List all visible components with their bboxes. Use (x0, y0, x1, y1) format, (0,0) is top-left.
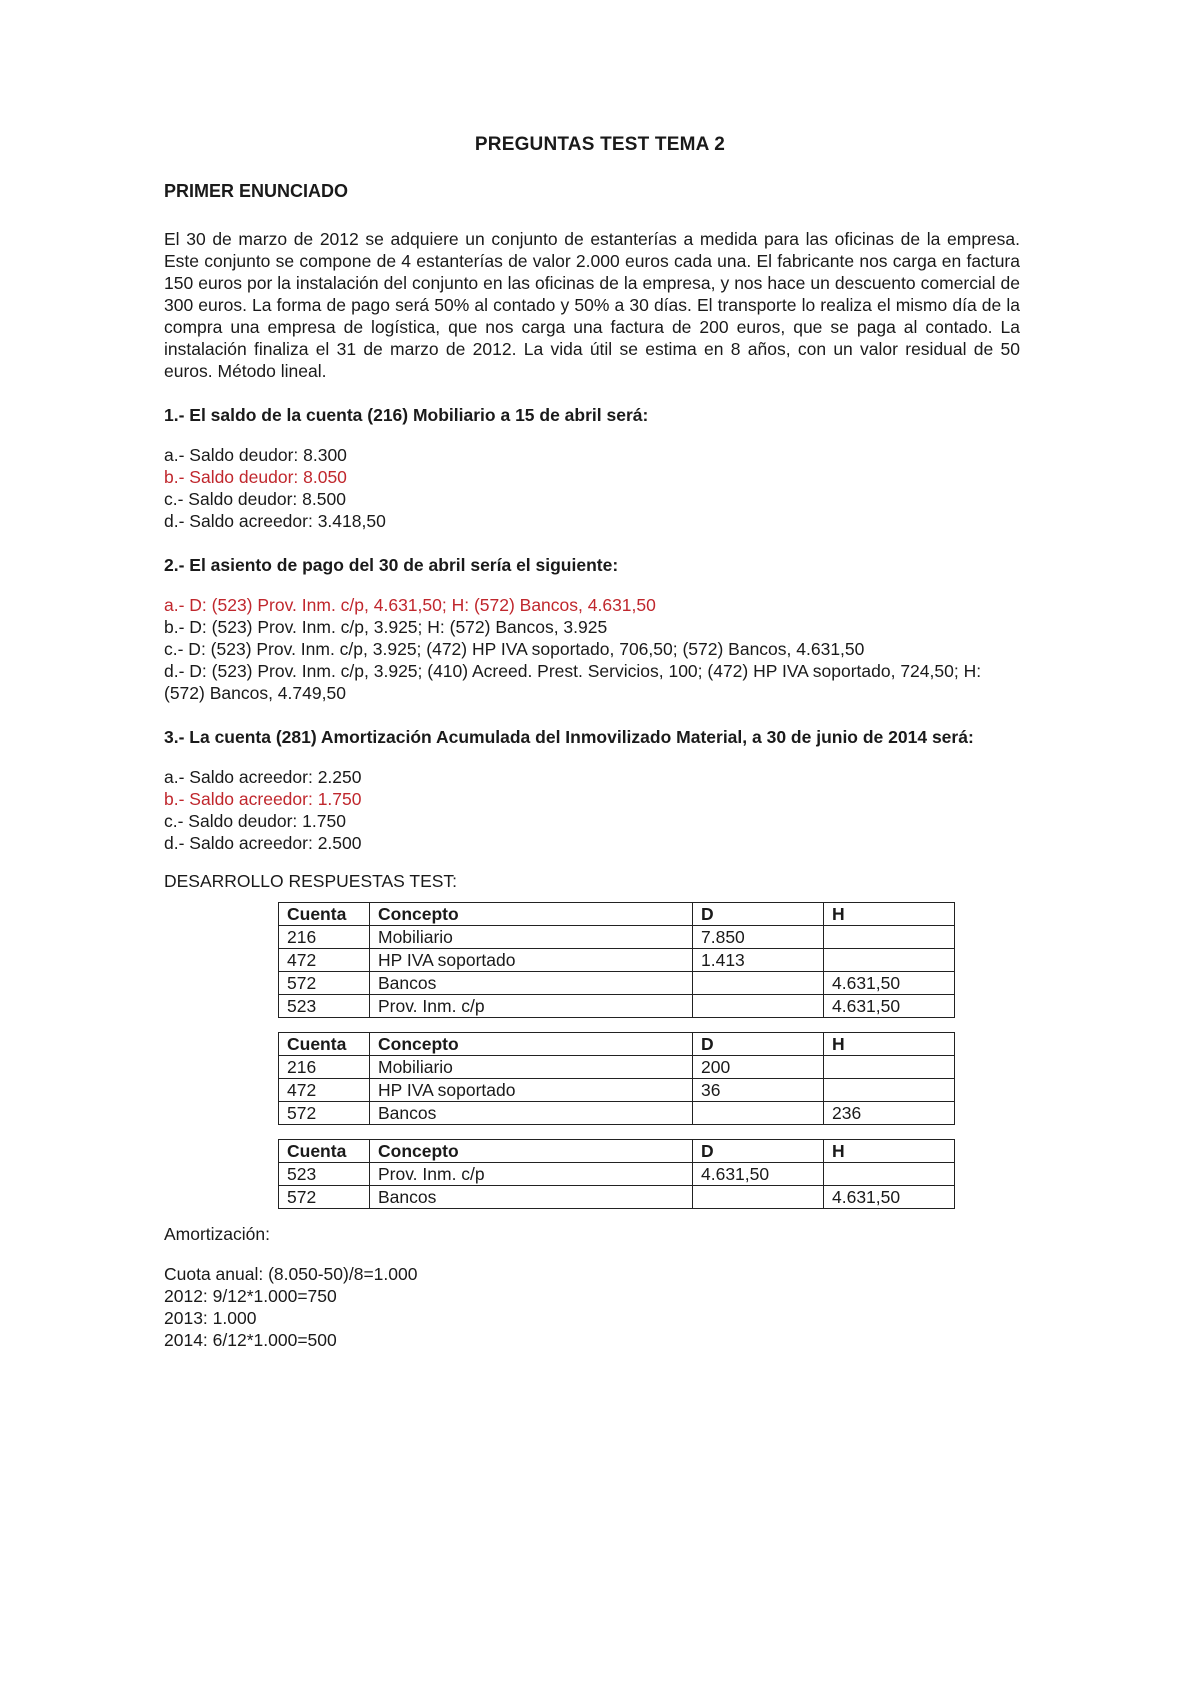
cell-debe: 200 (693, 1056, 824, 1079)
cell-haber: 4.631,50 (824, 1186, 955, 1209)
calc-line: Cuota anual: (8.050-50)/8=1.000 (164, 1264, 418, 1284)
cell-haber (824, 1056, 955, 1079)
question-3-options (164, 766, 1020, 854)
option-q3-c: c.- Saldo deudor: 1.750 (164, 811, 346, 831)
cell-concepto: HP IVA soportado (370, 949, 693, 972)
option-q3-a: a.- Saldo acreedor: 2.250 (164, 767, 362, 787)
cell-debe: 7.850 (693, 926, 824, 949)
cell-haber (824, 1079, 955, 1102)
option-q3-b-correct: b.- Saldo acreedor: 1.750 (164, 789, 362, 809)
cell-debe: 36 (693, 1079, 824, 1102)
header-concepto: Concepto (370, 1140, 693, 1163)
calc-line: 2014: 6/12*1.000=500 (164, 1330, 337, 1350)
header-haber: H (824, 1140, 955, 1163)
header-concepto: Concepto (370, 903, 693, 926)
cell-cuenta: 472 (279, 949, 370, 972)
cell-haber: 4.631,50 (824, 995, 955, 1018)
table-row (279, 972, 955, 995)
header-debe: D (693, 903, 824, 926)
table-row (279, 1056, 955, 1079)
cell-concepto: Prov. Inm. c/p (370, 995, 693, 1018)
cell-haber (824, 926, 955, 949)
cell-concepto: Prov. Inm. c/p (370, 1163, 693, 1186)
amortization-label: Amortización: (164, 1224, 271, 1244)
option-q2-b: b.- D: (523) Prov. Inm. c/p, 3.925; H: (572) Bancos, 3.925 (164, 617, 608, 637)
calc-line: 2013: 1.000 (164, 1308, 257, 1328)
question-2: 2.- El asiento de pago del 30 de abril sería el siguiente: (164, 555, 619, 575)
table-row (279, 1079, 955, 1102)
cell-haber: 4.631,50 (824, 972, 955, 995)
cell-cuenta: 523 (279, 995, 370, 1018)
cell-concepto: Bancos (370, 1186, 693, 1209)
option-q1-c: c.- Saldo deudor: 8.500 (164, 489, 346, 509)
statement-paragraph: El 30 de marzo de 2012 se adquiere un conjunto de estanterías a medida para las oficinas de la empresa. Este conjunto se compone de 4 estanterías de valor 2.000 euros cada una. El fabricante nos carga en factura 150 euros por la instalación del conjunto en las oficinas de la empresa, y nos hace un descuento comercial de 300 euros. La forma de pago será 50% al contado y 50% a 30 días. El transporte lo realiza el mismo día de la compra una empresa de logística, que nos carga una factura de 200 euros, que se paga al contado. La instalación finaliza el 31 de marzo de 2012. La vida útil se estima en 8 años, con un valor residual de 50 euros. Método lineal. (164, 229, 1020, 381)
cell-debe: 4.631,50 (693, 1163, 824, 1186)
development-title: DESARROLLO RESPUESTAS TEST: (164, 871, 458, 891)
header-concepto: Concepto (370, 1033, 693, 1056)
cell-cuenta: 472 (279, 1079, 370, 1102)
table-row (279, 995, 955, 1018)
cell-debe (693, 1186, 824, 1209)
header-cuenta: Cuenta (279, 903, 370, 926)
journal-entry-table-2 (278, 1032, 955, 1125)
question-2-options (164, 594, 1020, 704)
cell-cuenta: 523 (279, 1163, 370, 1186)
table-row (279, 1163, 955, 1186)
table-row (279, 949, 955, 972)
journal-entry-table-3 (278, 1139, 955, 1209)
amortization-calculations (164, 1263, 1020, 1351)
option-q2-c: c.- D: (523) Prov. Inm. c/p, 3.925; (472) HP IVA soportado, 706,50; (572) Bancos, 4.631,50 (164, 639, 865, 659)
cell-cuenta: 216 (279, 926, 370, 949)
option-q3-d: d.- Saldo acreedor: 2.500 (164, 833, 362, 853)
table-row (279, 1186, 955, 1209)
cell-debe: 1.413 (693, 949, 824, 972)
cell-haber: 236 (824, 1102, 955, 1125)
option-q2-d: d.- D: (523) Prov. Inm. c/p, 3.925; (410) Acreed. Prest. Servicios, 100; (472) HP IVA soportado, 724,50; H: (572) Bancos, 4.749,50 (164, 661, 982, 703)
question-1: 1.- El saldo de la cuenta (216) Mobiliario a 15 de abril será: (164, 405, 649, 425)
cell-concepto: Mobiliario (370, 926, 693, 949)
cell-concepto: HP IVA soportado (370, 1079, 693, 1102)
document-body (164, 180, 1020, 1351)
header-debe: D (693, 1033, 824, 1056)
option-q1-a: a.- Saldo deudor: 8.300 (164, 445, 347, 465)
cell-debe (693, 1102, 824, 1125)
cell-cuenta: 216 (279, 1056, 370, 1079)
cell-cuenta: 572 (279, 972, 370, 995)
header-haber: H (824, 1033, 955, 1056)
cell-concepto: Mobiliario (370, 1056, 693, 1079)
question-1-options (164, 444, 1020, 532)
option-q1-d: d.- Saldo acreedor: 3.418,50 (164, 511, 386, 531)
cell-debe (693, 995, 824, 1018)
cell-debe (693, 972, 824, 995)
cell-concepto: Bancos (370, 972, 693, 995)
page-title: PREGUNTAS TEST TEMA 2 (474, 134, 726, 155)
header-debe: D (693, 1140, 824, 1163)
table-row (279, 1102, 955, 1125)
header-cuenta: Cuenta (279, 1140, 370, 1163)
table-row (279, 926, 955, 949)
option-q2-a-correct: a.- D: (523) Prov. Inm. c/p, 4.631,50; H: (572) Bancos, 4.631,50 (164, 595, 656, 615)
table-header-row (279, 1033, 955, 1056)
cell-haber (824, 949, 955, 972)
table-header-row (279, 903, 955, 926)
cell-cuenta: 572 (279, 1186, 370, 1209)
cell-cuenta: 572 (279, 1102, 370, 1125)
option-q1-b-correct: b.- Saldo deudor: 8.050 (164, 467, 347, 487)
journal-entry-table-1 (278, 902, 955, 1018)
question-3: 3.- La cuenta (281) Amortización Acumulada del Inmovilizado Material, a 30 de junio de 2014 será: (164, 727, 974, 747)
table-header-row (279, 1140, 955, 1163)
cell-haber (824, 1163, 955, 1186)
header-cuenta: Cuenta (279, 1033, 370, 1056)
section-title: PRIMER ENUNCIADO (164, 181, 349, 201)
header-haber: H (824, 903, 955, 926)
cell-concepto: Bancos (370, 1102, 693, 1125)
calc-line: 2012: 9/12*1.000=750 (164, 1286, 337, 1306)
